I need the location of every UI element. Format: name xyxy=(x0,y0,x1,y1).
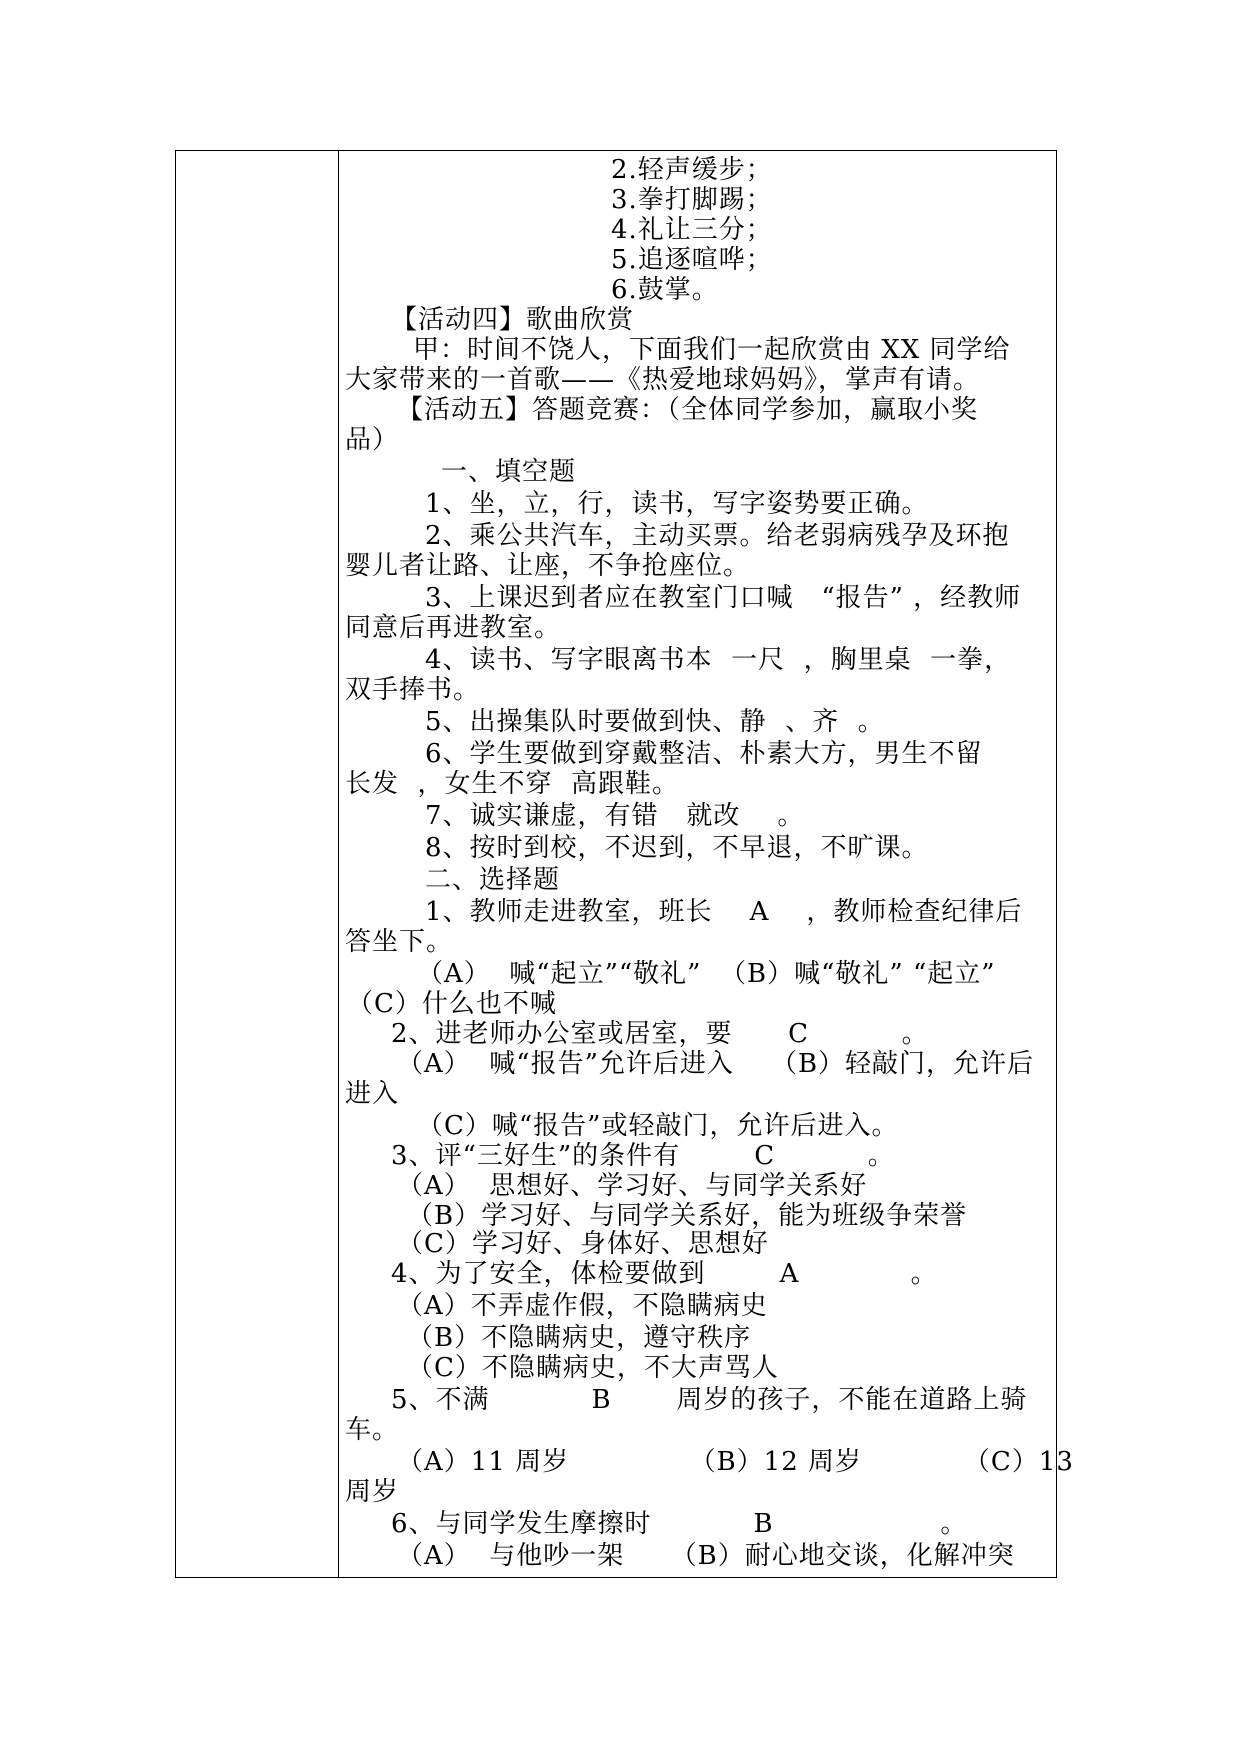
text-line: 7、诚实谦虚，有错 就改 。 xyxy=(425,801,805,831)
text-line: 2、乘公共汽车，主动买票。给老弱病残孕及环抱 xyxy=(425,521,1010,551)
text-line: 6、与同学发生摩擦时 B 。 xyxy=(391,1509,968,1539)
text-line: 答坐下。 xyxy=(345,927,454,957)
text-line: 4、为了安全，体检要做到 A 。 xyxy=(391,1259,938,1289)
text-line: 4.礼让三分； xyxy=(611,215,773,245)
text-line: 大家带来的一首歌——《热爱地球妈妈》，掌声有请。 xyxy=(345,365,981,395)
text-line: 5.追逐喧哗； xyxy=(611,245,773,275)
text-line: 甲：时间不饶人，下面我们一起欣赏由 XX 同学给 xyxy=(413,335,1011,365)
text-line: 8、按时到校，不迟到，不早退，不旷课。 xyxy=(425,833,929,863)
text-line: 一、填空题 xyxy=(441,457,577,487)
text-line: （A） 思想好、学习好、与同学关系好 xyxy=(397,1171,868,1201)
text-line: （A） 喊“报告”允许后进入 （B）轻敲门，允许后 xyxy=(397,1049,1035,1079)
text-line: 4、读书、写字眼离书本 一尺 ，胸里桌 一拳， xyxy=(425,645,1012,675)
text-line: 3、上课迟到者应在教室门口喊 “报告” ，经教师 xyxy=(425,583,1022,613)
text-line: 进入 xyxy=(345,1079,400,1109)
text-line: 二、选择题 xyxy=(425,865,561,895)
text-line: （C）什么也不喊 xyxy=(347,989,557,1019)
text-line: 婴儿者让路、让座，不争抢座位。 xyxy=(345,551,751,581)
text-line: 2.轻声缓步； xyxy=(611,155,773,185)
text-line: 1、坐，立，行，读书，写字姿势要正确。 xyxy=(425,489,929,519)
text-line: 周岁 xyxy=(345,1477,400,1507)
text-line: 品） xyxy=(345,425,400,455)
text-line: （C）不隐瞒病史，不大声骂人 xyxy=(407,1353,779,1383)
text-line: 【活动五】答题竞赛：（全体同学参加，赢取小奖 xyxy=(397,395,979,425)
text-line: 长发 ，女生不穿 高跟鞋。 xyxy=(345,769,680,799)
text-line: 1、教师走进教室，班长 A ，教师检查纪律后 xyxy=(425,897,1023,927)
right-column-cell xyxy=(341,151,1074,1577)
text-line: 3、评“三好生”的条件有 C 。 xyxy=(391,1141,895,1171)
text-line: （A）11 周岁 （B）12 周岁 （C）13 xyxy=(397,1447,1074,1477)
text-line: （B）学习好、与同学关系好，能为班级争荣誉 xyxy=(407,1201,968,1231)
text-line: （A） 与他吵一架 （B）耐心地交谈，化解冲突 xyxy=(397,1541,1015,1571)
content-table xyxy=(175,150,1074,1578)
text-line: 6.鼓掌。 xyxy=(611,275,719,305)
text-line: 5、不满 B 周岁的孩子，不能在道路上骑 xyxy=(391,1385,1028,1415)
text-line: 同意后再进教室。 xyxy=(345,613,562,643)
text-line: 6、学生要做到穿戴整洁、朴素大方，男生不留 xyxy=(425,739,983,769)
text-line: 2、进老师办公室或居室，要 C 。 xyxy=(391,1019,929,1049)
text-line: 【活动四】歌曲欣赏 xyxy=(391,305,635,335)
text-line: 车。 xyxy=(345,1415,400,1445)
left-column-cell xyxy=(176,151,339,1577)
text-line: （A） 喊“起立”“敬礼” （B）喊“敬礼” “起立” xyxy=(417,959,996,989)
text-line: （C）喊“报告”或轻敲门，允许后进入。 xyxy=(417,1111,899,1141)
text-line: （A）不弄虚作假，不隐瞒病史 xyxy=(397,1291,768,1321)
text-line: （B）不隐瞒病史，遵守秩序 xyxy=(407,1323,752,1353)
text-line: （C）学习好、身体好、思想好 xyxy=(397,1229,769,1259)
text-line: 5、出操集队时要做到快、静 、齐 。 xyxy=(425,707,885,737)
text-line: 双手捧书。 xyxy=(345,675,481,705)
text-line: 3.拳打脚踢； xyxy=(611,185,773,215)
